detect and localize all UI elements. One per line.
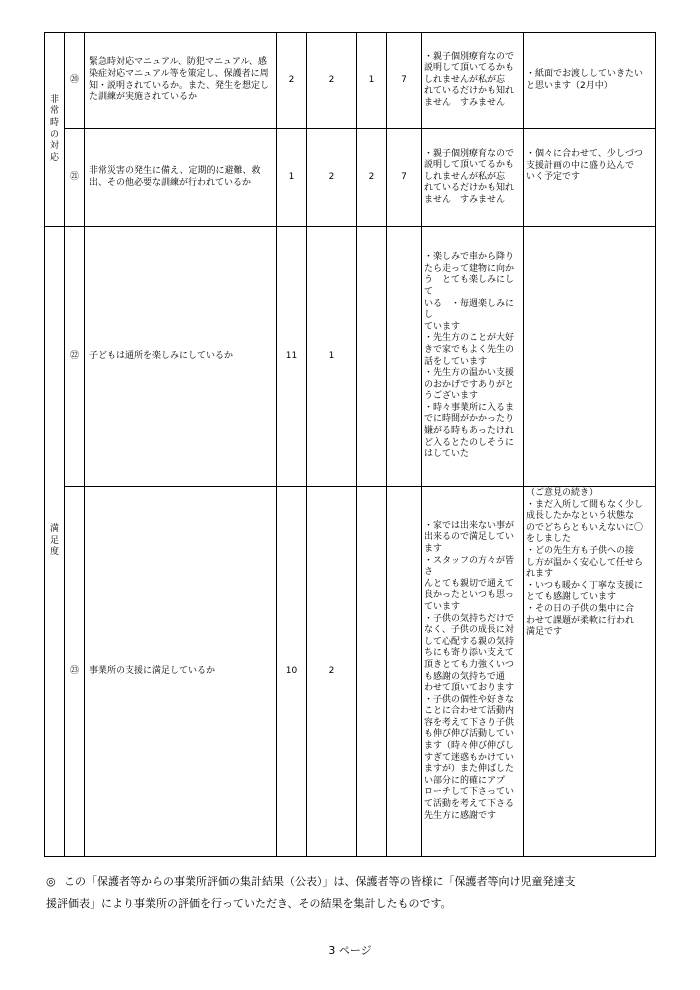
count-yes: 11: [277, 227, 307, 487]
count-unknown: [387, 227, 422, 487]
footnote-line-1: ◎ この「保護者等からの事業所評価の集計結果（公表）」は、保護者等の皆様に「保護者等向け児童発達支: [64, 871, 654, 893]
parent-comment: ・家では出来ない事が 出来るので満足してい ます ・スタッフの方々が皆さ んとても親切で通えて 良かったといつも思っ ています ・子供の気持ちだけで なく、子供の成長に対 して心配する親の気持 ちにも寄り添い支えて 頂きとても力強くいつ も感謝の気持ちで通 わせて頂いております ・子供の個性や好きな ことに合わせて活動内 容を考えて下さり子供 も伸び伸び活動してい ます（時々伸び伸びし すぎて迷惑もかけてい ますが）また伸ばした い部分に的確にアプ ローチして下さってい て活動を考えて下さる 先生方に感謝です: [422, 487, 524, 857]
item-number: ㉑: [65, 129, 85, 227]
question-text: 事業所の支援に満足しているか: [85, 487, 277, 857]
table-row: [45, 487, 656, 857]
page-number: 3 ページ: [328, 944, 372, 957]
count-neutral: 1: [307, 227, 357, 487]
count-yes: 10: [277, 487, 307, 857]
footnote-mark: ◎: [46, 875, 56, 888]
category-emergency: 非常時の対応: [45, 33, 65, 227]
evaluation-table: [44, 32, 656, 857]
table-row: [45, 227, 656, 487]
item-number: ⑳: [65, 33, 85, 129]
question-text: 緊急時対応マニュアル、防犯マニュアル、感染症対応マニュアル等を策定し、保護者に周知・説明されているか。また、発生を想定した訓練が実施されているか: [85, 33, 277, 129]
facility-response: ・紙面でお渡ししていきたい と思います（2月中）: [524, 33, 656, 129]
footnote: [46, 871, 654, 915]
count-neutral: 2: [307, 487, 357, 857]
facility-response: [524, 227, 656, 487]
parent-comment: ・親子個別療育なので 説明して頂いてるかも しれませんが私が忘 れているだけかも知れ ません すみません: [422, 33, 524, 129]
count-yes: 1: [277, 129, 307, 227]
count-no: [357, 487, 387, 857]
question-text: 非常災害の発生に備え、定期的に避難、救出、その他必要な訓練が行われているか: [85, 129, 277, 227]
category-satisfaction: 満足度: [45, 227, 65, 857]
question-text: 子どもは通所を楽しみにしているか: [85, 227, 277, 487]
count-no: 2: [357, 129, 387, 227]
table-row: [45, 33, 656, 129]
item-number: ㉒: [65, 227, 85, 487]
count-unknown: [387, 487, 422, 857]
count-unknown: 7: [387, 129, 422, 227]
count-no: 1: [357, 33, 387, 129]
item-number: ㉓: [65, 487, 85, 857]
facility-response: ・個々に合わせて、少しづつ 支援計画の中に盛り込んで いく予定です: [524, 129, 656, 227]
table-row: [45, 129, 656, 227]
count-neutral: 2: [307, 33, 357, 129]
count-unknown: 7: [387, 33, 422, 129]
parent-comment: ・楽しみで車から降り たら走って建物に向か う とても楽しみにして いる ・毎週楽しみにし ています ・先生方のことが大好 きで家でもよく先生の 話をしています ・先生方の温かい支援 のおかげですありがと うございます ・時々事業所に入るま でに時間がかかったり 嫌がる時もあったけれ ど入るとたのしそうに はしていた: [422, 227, 524, 487]
count-yes: 2: [277, 33, 307, 129]
facility-response: （ご意見の続き） ・まだ入所して間もなく少し 成長したかなという状態な のでどちらともいえないに〇 をしました ・どの先生方も子供への接 し方が温かく安心して任せら れます ・いつも暖かく丁寧な支援に とても感謝しています ・その日の子供の集中に合 わせて課題が柔軟に行われ 満足です: [524, 487, 656, 857]
count-no: [357, 227, 387, 487]
parent-comment: ・親子個別療育なので 説明して頂いてるかも しれませんが私が忘 れているだけかも知れ ません すみません: [422, 129, 524, 227]
count-neutral: 2: [307, 129, 357, 227]
footnote-line-2: 援評価表」により事業所の評価を行っていただき、その結果を集計したものです。: [46, 897, 452, 910]
